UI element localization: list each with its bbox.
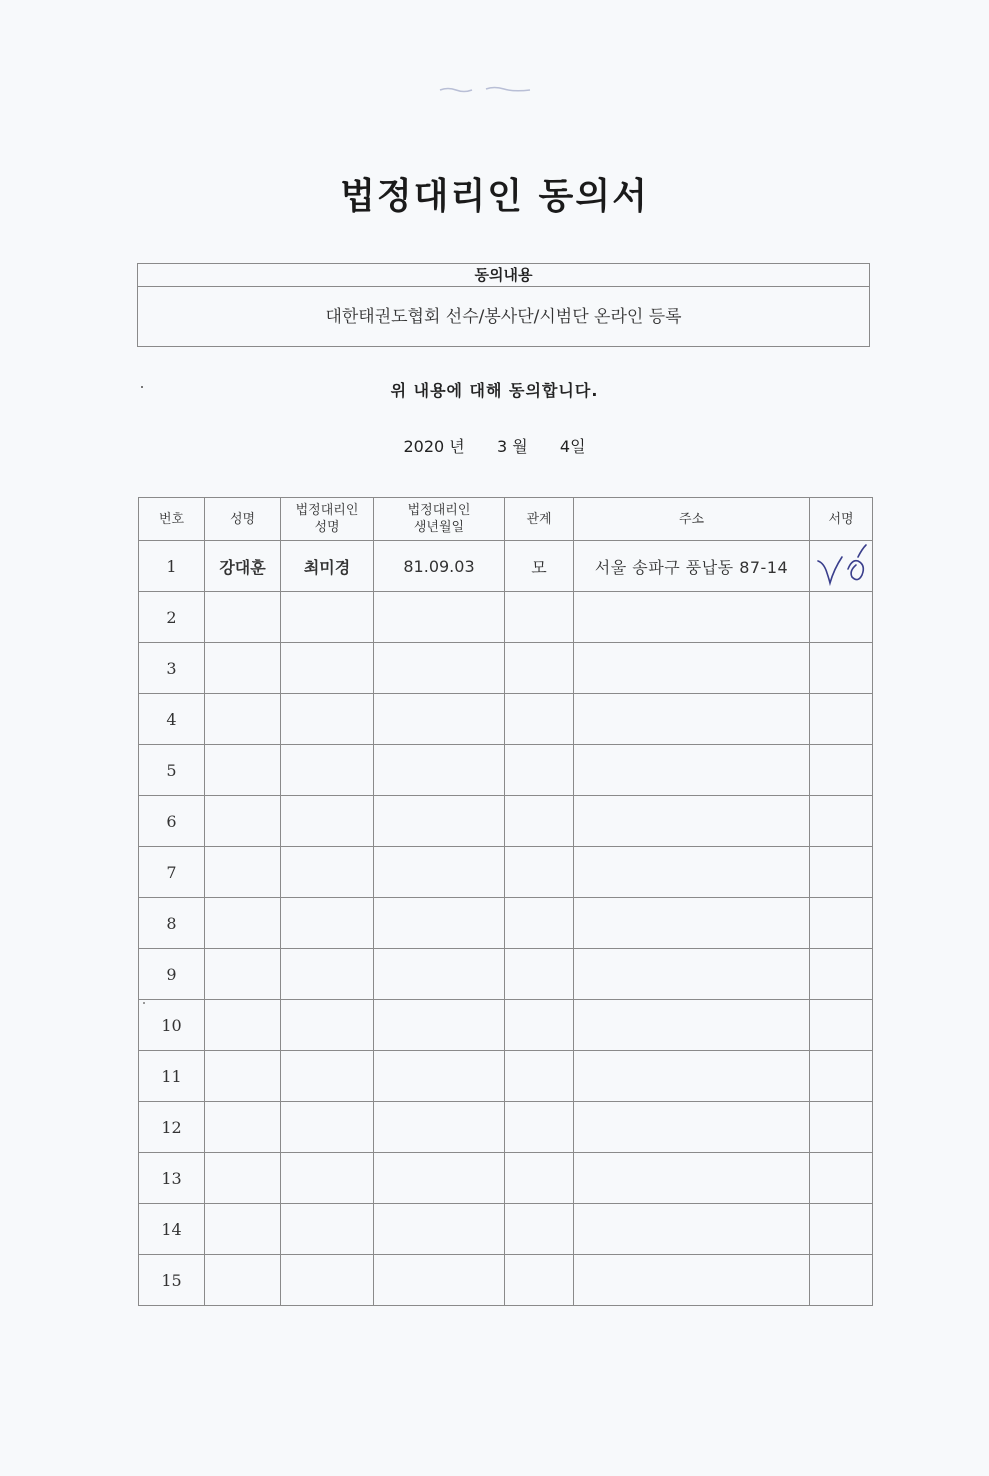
cell-name bbox=[205, 1153, 281, 1204]
header-guardian-birth bbox=[374, 498, 505, 541]
cell-address bbox=[574, 592, 810, 643]
cell-name bbox=[205, 1255, 281, 1306]
cell-guardian-name bbox=[281, 898, 374, 949]
cell-address bbox=[574, 898, 810, 949]
date-month: 3 bbox=[496, 437, 508, 456]
cell-guardian-birth bbox=[374, 1204, 505, 1255]
table-row bbox=[139, 1102, 873, 1153]
date-year-unit: 년 bbox=[449, 437, 465, 456]
cell-relation bbox=[505, 1204, 574, 1255]
cell-guardian-name bbox=[281, 694, 374, 745]
table-row bbox=[139, 1153, 873, 1204]
date-day-unit: 일 bbox=[570, 437, 586, 456]
consent-box bbox=[137, 263, 870, 347]
agreement-statement: 위 내용에 대해 동의합니다. bbox=[390, 381, 599, 400]
cell-guardian-birth bbox=[374, 745, 505, 796]
cell-relation bbox=[505, 745, 574, 796]
cell-name bbox=[205, 796, 281, 847]
cell-name bbox=[205, 1000, 281, 1051]
cell-name bbox=[205, 949, 281, 1000]
cell-number: 5 bbox=[139, 745, 205, 796]
cell-guardian-birth bbox=[374, 643, 505, 694]
document-title: 법정대리인 동의서 bbox=[340, 176, 649, 217]
cell-address bbox=[574, 796, 810, 847]
table-row bbox=[139, 541, 873, 592]
cell-number: 9 bbox=[139, 949, 205, 1000]
cell-signature bbox=[810, 1153, 873, 1204]
table-row bbox=[139, 1255, 873, 1306]
cell-name bbox=[205, 847, 281, 898]
cell-address bbox=[574, 745, 810, 796]
cell-signature bbox=[810, 1000, 873, 1051]
consent-date bbox=[0, 434, 989, 457]
cell-address bbox=[574, 1000, 810, 1051]
header-relation: 관계 bbox=[505, 498, 574, 541]
cell-signature bbox=[810, 949, 873, 1000]
cell-address bbox=[574, 694, 810, 745]
cell-signature bbox=[810, 1204, 873, 1255]
cell-name bbox=[205, 1102, 281, 1153]
cell-address bbox=[574, 1255, 810, 1306]
cell-guardian-name: 최미경 bbox=[281, 541, 374, 592]
cell-name bbox=[205, 745, 281, 796]
cell-name: 강대훈 bbox=[205, 541, 281, 592]
cell-relation bbox=[505, 1051, 574, 1102]
cell-address bbox=[574, 949, 810, 1000]
cell-relation bbox=[505, 1255, 574, 1306]
cell-signature bbox=[810, 796, 873, 847]
cell-guardian-name bbox=[281, 1000, 374, 1051]
table-row bbox=[139, 898, 873, 949]
cell-guardian-birth bbox=[374, 1102, 505, 1153]
cell-relation bbox=[505, 796, 574, 847]
cell-name bbox=[205, 592, 281, 643]
cell-signature bbox=[810, 541, 873, 592]
cell-address bbox=[574, 1102, 810, 1153]
cell-number: 12 bbox=[139, 1102, 205, 1153]
cell-guardian-name bbox=[281, 1051, 374, 1102]
table-row bbox=[139, 949, 873, 1000]
cell-signature bbox=[810, 592, 873, 643]
cell-number: 11 bbox=[139, 1051, 205, 1102]
date-day: 4 bbox=[559, 437, 571, 456]
cell-number: 10 bbox=[139, 1000, 205, 1051]
cell-name bbox=[205, 898, 281, 949]
table-row bbox=[139, 1000, 873, 1051]
cell-number: 3 bbox=[139, 643, 205, 694]
cell-guardian-birth bbox=[374, 847, 505, 898]
table-row bbox=[139, 796, 873, 847]
cell-guardian-name bbox=[281, 1204, 374, 1255]
cell-guardian-name bbox=[281, 796, 374, 847]
table-row bbox=[139, 694, 873, 745]
cell-signature bbox=[810, 745, 873, 796]
table-body bbox=[139, 541, 873, 1306]
scan-dot bbox=[143, 1002, 145, 1004]
cell-number: 1 bbox=[139, 541, 205, 592]
cell-guardian-name bbox=[281, 847, 374, 898]
header-signature: 서명 bbox=[810, 498, 873, 541]
table-row bbox=[139, 1204, 873, 1255]
cell-guardian-birth bbox=[374, 898, 505, 949]
cell-guardian-birth bbox=[374, 1000, 505, 1051]
table-row bbox=[139, 643, 873, 694]
cell-address bbox=[574, 643, 810, 694]
cell-name bbox=[205, 1051, 281, 1102]
cell-number: 15 bbox=[139, 1255, 205, 1306]
header-guardian-birth-line2: 생년월일 bbox=[413, 520, 465, 535]
cell-relation bbox=[505, 694, 574, 745]
cell-signature bbox=[810, 1102, 873, 1153]
cell-number: 13 bbox=[139, 1153, 205, 1204]
cell-guardian-name bbox=[281, 949, 374, 1000]
cell-relation bbox=[505, 1153, 574, 1204]
cell-name bbox=[205, 643, 281, 694]
cell-relation: 모 bbox=[505, 541, 574, 592]
cell-signature bbox=[810, 847, 873, 898]
cell-relation bbox=[505, 643, 574, 694]
cell-address bbox=[574, 1051, 810, 1102]
cell-name bbox=[205, 1204, 281, 1255]
table-row bbox=[139, 847, 873, 898]
table-row bbox=[139, 1051, 873, 1102]
header-guardian-birth-line1: 법정대리인 bbox=[407, 503, 471, 518]
cell-signature bbox=[810, 643, 873, 694]
cell-guardian-birth: 81.09.03 bbox=[374, 541, 505, 592]
cell-guardian-name bbox=[281, 1153, 374, 1204]
header-address: 주소 bbox=[574, 498, 810, 541]
consent-content: 대한태권도협회 선수/봉사단/시범단 온라인 등록 bbox=[325, 307, 682, 327]
header-guardian-name-line2: 성명 bbox=[314, 520, 340, 535]
cell-guardian-birth bbox=[374, 1051, 505, 1102]
cell-relation bbox=[505, 1000, 574, 1051]
header-number: 번호 bbox=[139, 498, 205, 541]
date-month-unit: 월 bbox=[512, 437, 528, 456]
cell-guardian-name bbox=[281, 1255, 374, 1306]
registration-table bbox=[138, 497, 873, 1306]
cell-number: 8 bbox=[139, 898, 205, 949]
cell-guardian-birth bbox=[374, 949, 505, 1000]
cell-address: 서울 송파구 풍납동 87-14 bbox=[574, 541, 810, 592]
cell-signature bbox=[810, 694, 873, 745]
cell-signature bbox=[810, 1255, 873, 1306]
cell-number: 2 bbox=[139, 592, 205, 643]
cell-number: 4 bbox=[139, 694, 205, 745]
handwritten-signature bbox=[814, 543, 872, 587]
header-guardian-name-line1: 법정대리인 bbox=[295, 503, 359, 518]
cell-guardian-birth bbox=[374, 694, 505, 745]
cell-address bbox=[574, 847, 810, 898]
cell-relation bbox=[505, 592, 574, 643]
cell-address bbox=[574, 1153, 810, 1204]
cell-number: 14 bbox=[139, 1204, 205, 1255]
cell-guardian-birth bbox=[374, 796, 505, 847]
cell-address bbox=[574, 1204, 810, 1255]
cell-guardian-name bbox=[281, 1102, 374, 1153]
scan-mark-icon bbox=[438, 84, 534, 94]
header-guardian-name bbox=[281, 498, 374, 541]
cell-relation bbox=[505, 847, 574, 898]
cell-guardian-birth bbox=[374, 592, 505, 643]
cell-number: 7 bbox=[139, 847, 205, 898]
cell-relation bbox=[505, 949, 574, 1000]
cell-signature bbox=[810, 1051, 873, 1102]
cell-relation bbox=[505, 898, 574, 949]
cell-guardian-name bbox=[281, 592, 374, 643]
table-header-row bbox=[139, 498, 873, 541]
consent-header: 동의내용 bbox=[138, 264, 869, 287]
header-name: 성명 bbox=[205, 498, 281, 541]
date-year: 2020 bbox=[403, 437, 445, 456]
table-row bbox=[139, 745, 873, 796]
cell-name bbox=[205, 694, 281, 745]
table-row bbox=[139, 592, 873, 643]
cell-number: 6 bbox=[139, 796, 205, 847]
cell-guardian-name bbox=[281, 745, 374, 796]
cell-signature bbox=[810, 898, 873, 949]
cell-guardian-birth bbox=[374, 1153, 505, 1204]
cell-relation bbox=[505, 1102, 574, 1153]
cell-guardian-birth bbox=[374, 1255, 505, 1306]
cell-guardian-name bbox=[281, 643, 374, 694]
